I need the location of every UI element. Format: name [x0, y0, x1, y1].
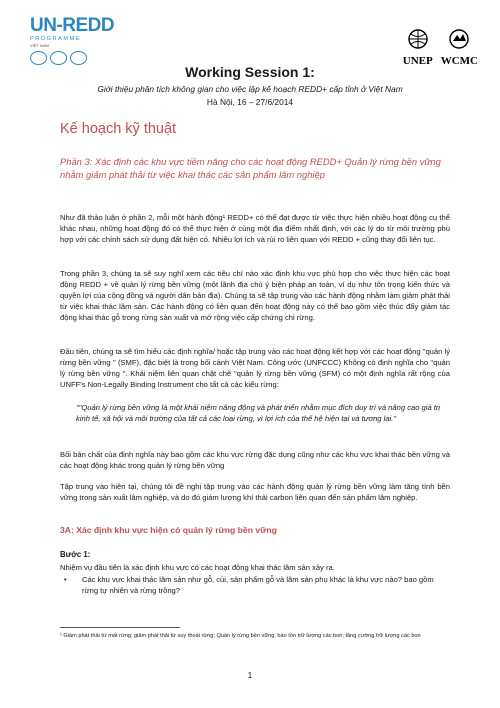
step-text: Nhiệm vụ đầu tiên là xác định khu vực có các hoạt động khai thác lâm sản xảy ra.	[60, 563, 335, 572]
bullet-text: Các khu vực khai thác lâm sản như gỗ, củi, sản phẩm gỗ và lâm sản phụ khác là khu vực nào? bao gồm rừng tự nhiên và rừng trồng?	[82, 575, 434, 595]
footnote: ¹ Giảm phát thải từ mất rừng; giảm phát thải từ suy thoái rừng; Quản lý rừng bền vững; bảo tồn trữ lượng các bon; tăng cường trữ lượng các bon	[60, 633, 421, 639]
unep-wordmark: UNEP	[402, 55, 433, 67]
agency-icon	[70, 51, 87, 65]
document-subtitle: Giới thiệu phân tích không gian cho việc lập kế hoạch REDD+ cấp tỉnh ở Việt Nam	[97, 84, 403, 94]
bullet-item	[60, 574, 450, 596]
unredd-wordmark: UN-REDD	[30, 15, 115, 36]
document-title: Working Session 1:	[185, 64, 315, 80]
step-label: Bước 1:	[60, 550, 91, 559]
page-number: 1	[247, 671, 253, 680]
wcmc-emblem-icon	[447, 28, 471, 50]
paragraph-3: Đầu tiên, chúng ta sẽ tìm hiểu các định nghĩa/ hoặc tập trung vào các hoạt động kết hợp với các hoạt động "quản lý rừng bền vững " (SMF), đặc biệt là trong bối cảnh Việt Nam. Công ước (UNFCCC) Không có định nghĩa cho "quản lý rừng bền vững ". Khái niệm liên quan chặt chẽ "quản lý rừng bền vững (SFM) có một định nghĩa rất rộng của UNFF's Non-Legally Binding Instrument cho tất cả các kiểu rừng:	[60, 347, 450, 389]
wcmc-logo	[441, 28, 478, 67]
paragraph-4: Bối bản chất của định nghĩa này bao gồm các khu vực rừng đặc dụng cũng như các khu vực khai thác bền vững và các hoạt động khác trong quản lý rừng bền vững	[60, 450, 450, 470]
definition-quote: ""Quản lý rừng bền vững là một khái niệm năng động và phát triển nhằm mục đích duy trì và nâng cao giá trị kinh tế, xã hội và môi trường của tất cả các loại rừng, vì lợi ích của thế hệ hiện tại và tương lai."	[76, 403, 441, 423]
unredd-logo	[30, 16, 135, 65]
unredd-country: VIỆT NAM	[30, 43, 49, 48]
wcmc-wordmark: WCMC	[440, 55, 478, 67]
agency-icons	[30, 51, 135, 65]
partner-logos	[403, 28, 478, 67]
agency-icon	[30, 51, 47, 65]
unep-logo	[403, 28, 433, 67]
paragraph-5: Tập trung vào hiện tại, chúng tôi đề nghị tập trung vào các hành động quản lý rừng bền vững làm tăng tính bền vững trong sản xuất lâm nghiệp, và do đó giảm lượng khí thải carbon liên quan đến sản phẩm lâm nghiệp.	[60, 482, 450, 502]
paragraph-2: Trong phần 3, chúng ta sẽ suy nghĩ xem các tiêu chí nào xác định khu vực phù hợp cho việc thực hiện các hoạt động REDD + về quản lý rừng bền vững (một lãnh địa chú ý biện pháp an toàn, ví dụ như tôn trọng kiến thức và quyền lợi của cộng đồng và người dân bản địa). Chúng ta sẽ tập trung vào các hành động nhằm làm giảm phát thải từ việc khai thác lâm sản. Các hành động có liên quan đến hoạt động này có thể bao gồm việc thúc đẩy giảm tác động khai thác gỗ trong rừng sản xuất và mở rộng việc cấp chứng chỉ rừng.	[60, 269, 450, 322]
footnote-separator	[60, 627, 180, 628]
document-date: Hà Nội, 16 – 27/6/2014	[206, 97, 294, 107]
unredd-programme: PROGRAMME	[30, 36, 82, 42]
unep-emblem-icon	[405, 28, 431, 50]
bullet-icon: •	[64, 575, 67, 584]
agency-icon	[50, 51, 67, 65]
part-title: Phần 3: Xác định các khu vực tiềm năng cho các hoạt động REDD+ Quản lý rừng bền vững nhằm giảm phát thải từ việc khai thác các sản phẩm lâm nghiệp	[60, 156, 441, 180]
section-heading: Kế hoạch kỹ thuật	[60, 121, 177, 137]
subsection-heading: 3A: Xác định khu vực hiện có quản lý rừng bền vững	[60, 525, 277, 535]
paragraph-1: Như đã thảo luận ở phần 2, mỗi một hành động¹ REDD+ có thể đạt được từ việc thực hiện nhiều hoạt động cụ thể khác nhau, những hoạt động đó có thể thực hiện ở cùng một địa điểm nhất định, với các lý do từ môi trường phù hợp với các chính sách sử dụng đất hiện có. Nhiều lợi ích và rủi ro liên quan với REDD + cũng thay đổi liên tục.	[60, 213, 450, 244]
